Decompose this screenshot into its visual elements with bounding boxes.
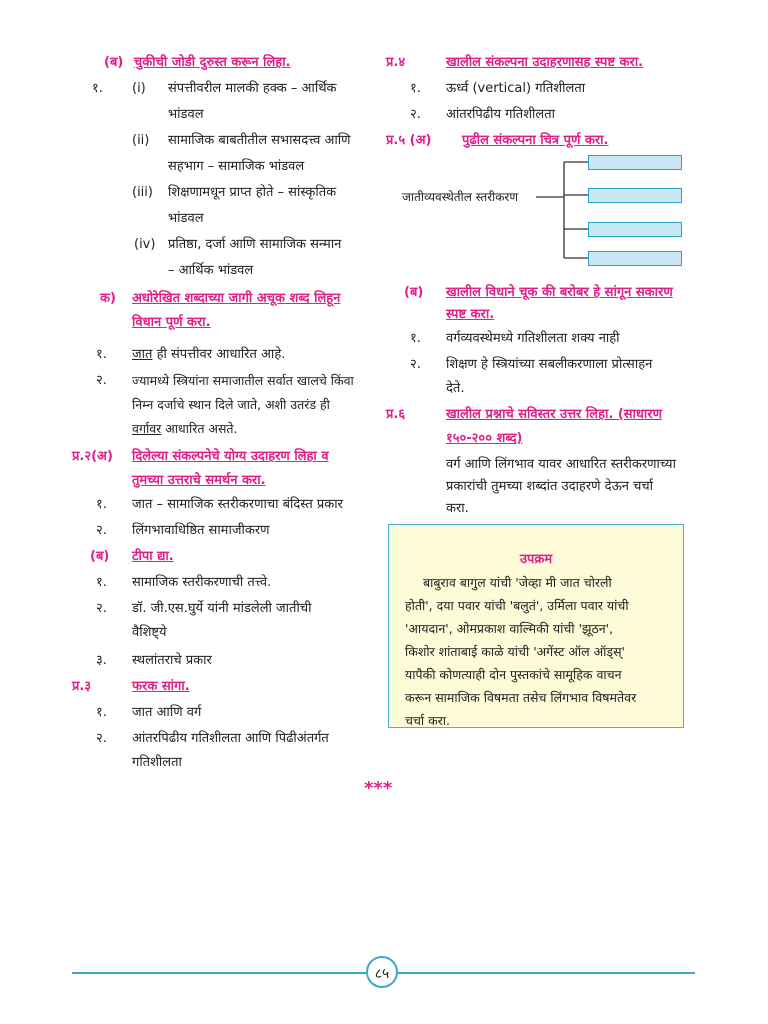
left-b-item-3-l1: शिक्षणामधून प्राप्त होते – सांस्कृतिक [168,185,337,200]
left-k-item-2-l1: ज्यामध्ये स्त्रियांना समाजातील सर्वात खालचे किंवा [132,373,354,388]
right-q4-item-2-text: आंतरपिढीय गतिशीलता [446,107,556,122]
right-q4-item-1-text: ऊर्ध्व (vertical) गतिशीलता [446,81,586,96]
left-b-item-4-roman: (iv) [134,237,156,252]
activity-line-4: किशोर शांताबाई काळे यांची 'अगेंस्ट ऑल ऑड्स्' [405,644,625,659]
left-q2a-head-label: प्र.२(अ) [72,449,113,464]
right-q6-head-l1: खालील प्रश्नाचे सविस्तर उत्तर लिहा. (साधारण [446,407,662,422]
left-k-item-1-post: ही संपत्तीवर आधारित आहे. [152,347,286,362]
concept-map-box-1[interactable] [588,155,682,170]
right-q5b-item-1-text: वर्गव्यवस्थेमध्ये गतिशीलता शक्य नाही [446,331,620,346]
footer-line-right [398,972,695,974]
page-number: ८५ [366,956,398,988]
left-k-item-2-l3 [132,416,238,442]
left-q3-head-label: प्र.३ [72,679,92,694]
right-q4-head-label: प्र.४ [386,55,406,70]
left-q2b-item-2-l1: डॉ. जी.एस.घुर्ये यांनी मांडलेली जातीची [132,601,312,616]
right-q4-item-2-num: २. [410,107,421,122]
left-k-item-2-l2: निम्न दर्जाचे स्थान दिले जाते, अशी उतरंड ही [132,397,330,412]
right-q5b-item-2-l1: शिक्षण हे स्त्रियांच्या सबलीकरणाला प्रोत्साहन [446,357,653,372]
left-b-num: १. [92,81,103,96]
left-q2b-item-2-num: २. [96,601,107,616]
left-k-item-2-post: आधारित असते. [161,421,238,436]
left-q2a-item-2-num: २. [96,523,107,538]
left-q3-item-2-l1: आंतरपिढीय गतिशीलता आणि पिढीअंतर्गत [132,731,329,746]
left-q3-head-text: फरक सांगा. [132,679,190,694]
right-q5a-head-label: प्र.५ (अ) [386,133,432,148]
right-q5b-head-l1: खालील विधाने चूक की बरोबर हे सांगून सकारण [446,285,673,300]
left-b-item-2-l2: सहभाग – सामाजिक भांडवल [168,159,305,174]
concept-map-label: जातीव्यवस्थेतील स्तरीकरण [402,190,519,204]
right-q5b-item-2-l2: देते. [446,381,465,396]
right-q6-head-l2: १५०-२०० शब्द) [446,431,523,446]
left-q3-item-1-num: १. [96,705,107,720]
left-b-item-2-roman: (ii) [132,133,150,148]
left-k-head-label: क) [100,291,116,306]
section-end-stars: *** [364,778,393,799]
left-q2a-head-l1: दिलेल्या संकल्पनेचे योग्य उदाहरण लिहा व [132,449,329,464]
left-k-item-1-num: १. [96,347,107,362]
left-b-item-3-roman: (iii) [132,185,153,200]
right-q5b-head-l2: स्पष्ट करा. [446,307,495,322]
right-q5b-item-1-num: १. [410,331,421,346]
left-q2a-item-1-text: जात – सामाजिक स्तरीकरणाचा बंदिस्त प्रकार [132,497,343,512]
left-k-head-l1: अधोरेखित शब्दाच्या जागी अचूक शब्द लिहून [132,291,341,306]
right-q5a-head-text: पुढील संकल्पना चित्र पूर्ण करा. [462,133,609,148]
right-q5b-head-label: (ब) [404,285,424,300]
left-b-item-2-l1: सामाजिक बाबतीतील सभासदत्त्व आणि [168,133,351,148]
right-q6-body-3: करा. [446,501,469,516]
concept-map-box-3[interactable] [588,222,682,237]
left-q2b-item-3-text: स्थलांतराचे प्रकार [132,653,212,668]
activity-line-2: होती', दया पवार यांची 'बलुतं', उर्मिला पवार यांची [405,598,629,613]
activity-box [388,524,684,728]
left-b-head-label: (ब) [104,55,124,70]
left-b-item-1-roman: (i) [132,81,146,96]
left-q2a-head-l2: तुमच्या उत्तराचे समर्थन करा. [132,473,266,488]
left-q2a-item-1-num: १. [96,497,107,512]
left-q2b-item-2-l2: वैशिष्ट्ये [132,625,167,640]
activity-line-3: 'आयदान', ओमप्रकाश वाल्मिकी यांची 'झूठन', [405,621,614,636]
left-k-item-2-underlined: वर्गावर [132,421,162,436]
left-q3-item-2-num: २. [96,731,107,746]
left-q3-item-2-l2: गतिशीलता [132,755,182,770]
left-b-item-1-l2: भांडवल [168,107,204,122]
right-q6-body-2: प्रकारांची तुमच्या शब्दांत उदाहरणे देऊन चर्चा [446,479,654,494]
concept-map-box-4[interactable] [588,251,682,266]
left-q2b-item-3-num: ३. [96,653,107,668]
left-b-head-text: चुकीची जोडी दुरुस्त करून लिहा. [134,55,291,70]
left-q2b-head-text: टीपा द्या. [132,549,174,564]
left-k-item-1-underlined: जात [132,347,153,362]
activity-title: उपक्रम [519,552,553,567]
concept-map-box-2[interactable] [588,188,682,203]
right-q4-head-text: खालील संकल्पना उदाहरणासह स्पष्ट करा. [446,55,644,70]
left-k-head-l2: विधान पूर्ण करा. [132,315,211,330]
left-q3-item-1-text: जात आणि वर्ग [132,705,202,720]
left-b-item-4-l2: – आर्थिक भांडवल [168,263,254,278]
right-q5b-item-2-num: २. [410,357,421,372]
activity-line-1: बाबुराव बागुल यांची 'जेव्हा मी जात चोरली [423,575,612,590]
right-q6-head-label: प्र.६ [386,407,406,422]
activity-line-5: यापैकी कोणत्याही दोन पुस्तकांचे सामूहिक वाचन [405,667,622,682]
footer-line-left [72,972,366,974]
right-q4-item-1-num: १. [410,81,421,96]
left-b-item-4-l1: प्रतिष्ठा, दर्जा आणि सामाजिक सन्मान [168,237,342,252]
left-q2a-item-2-text: लिंगभावाधिष्ठित सामाजीकरण [132,523,270,538]
left-q2b-item-1-num: १. [96,575,107,590]
activity-line-7: चर्चा करा. [405,713,451,728]
left-b-item-1-l1: संपत्तीवरील मालकी हक्क – आर्थिक [168,81,337,96]
left-q2b-head-label: (ब) [90,549,110,564]
left-b-item-3-l2: भांडवल [168,211,204,226]
left-k-item-2-num: २. [96,373,107,388]
activity-line-6: करून सामाजिक विषमता तसेच लिंगभाव विषमतेवर [405,690,637,705]
left-k-item-1 [132,342,285,368]
concept-map-connector [530,150,590,270]
left-q2b-item-1-text: सामाजिक स्तरीकरणाची तत्त्वे. [132,575,272,590]
right-q6-body-1: वर्ग आणि लिंगभाव यावर आधारित स्तरीकरणाच्या [446,457,676,472]
